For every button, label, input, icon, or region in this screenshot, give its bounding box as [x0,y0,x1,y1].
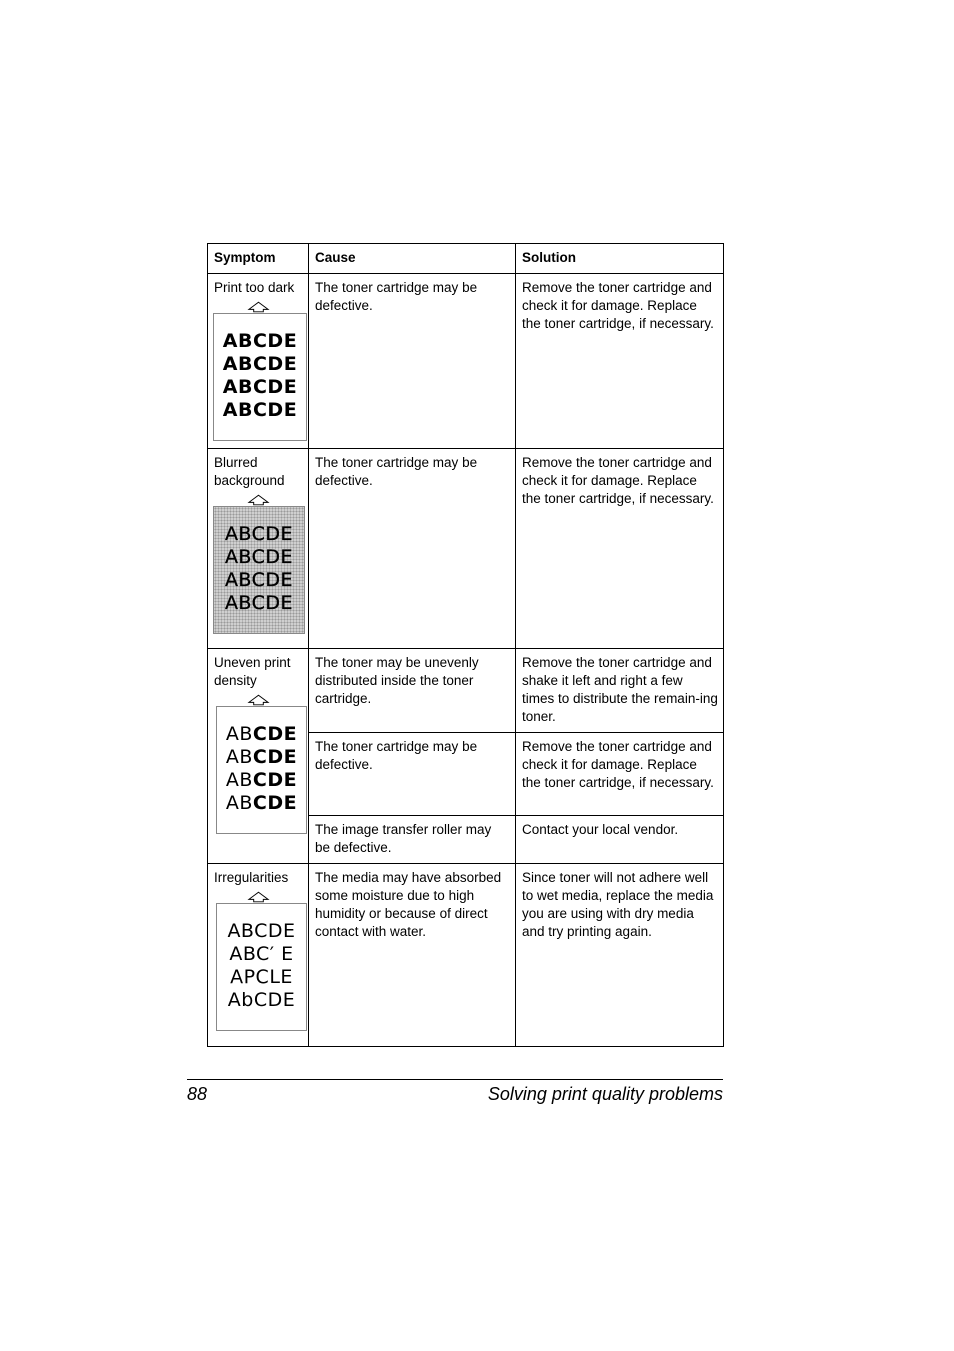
symptom-cell [208,449,309,649]
sample-line: ABCDE [224,592,294,614]
cause-cell: The toner cartridge may be defective. [309,449,516,649]
paper-feed-arrow-icon [214,694,303,706]
print-sample [214,494,303,634]
symptom-label: Irregularities [214,870,289,885]
sample-line: ABCDE [222,353,298,375]
sample-line: ABCDE [227,920,296,942]
header-cause: Cause [309,244,516,274]
paper-feed-arrow-icon [214,891,303,903]
solution-cell: Remove the toner cartridge and check it for damage. Replace the toner cartridge, if necessary. [516,449,724,649]
print-sample [214,891,303,1031]
bold-part: CDE [252,746,298,768]
sample-line: ABCDE [224,523,294,545]
print-sample [214,301,303,441]
solution-cell: Remove the toner cartridge and check it for damage. Replace the toner cartridge, if necessary. [516,274,724,449]
sample-line [217,792,306,815]
blurred-print-sample [213,506,305,634]
sample-line: ABC′ E [229,943,294,965]
troubleshooting-table [207,243,724,1047]
symptom-label: Blurred background [214,455,285,488]
footer-divider [187,1079,723,1080]
sample-line [217,746,306,769]
cause-cell: The toner cartridge may be defective. [309,733,516,816]
table-header-row [208,244,724,274]
sample-line [217,769,306,792]
table-row [208,649,724,733]
sample-line: ΑΡϹLE [230,966,293,988]
cause-cell: The media may have absorbed some moisture due to high humidity or because of direct contact with water. [309,864,516,1047]
header-solution: Solution [516,244,724,274]
table-row [208,864,724,1047]
light-part: AB [225,723,253,745]
cause-cell: The image transfer roller may be defective. [309,816,516,864]
symptom-label: Print too dark [214,280,295,295]
bold-part: CDE [252,723,298,745]
symptom-cell [208,649,309,864]
paper-feed-arrow-icon [214,301,303,313]
section-title: Solving print quality problems [487,1084,723,1104]
sample-line: ABCDE [222,330,298,352]
page-number: 88 [187,1084,208,1104]
sample-line: ABCDE [222,399,298,421]
bold-part: CDE [252,792,298,814]
sample-line: ABCDE [224,569,294,591]
symptom-label: Uneven print density [214,655,291,688]
light-part: AB [225,746,253,768]
sample-line [217,723,306,746]
cause-cell: The toner cartridge may be defective. [309,274,516,449]
bold-part: CDE [252,769,298,791]
table-row [208,449,724,649]
header-symptom: Symptom [208,244,309,274]
symptom-cell [208,274,309,449]
solution-cell: Remove the toner cartridge and check it for damage. Replace the toner cartridge, if necessary. [516,733,724,816]
uneven-print-sample [216,706,307,834]
paper-feed-arrow-icon [214,494,303,506]
irregular-print-sample [216,903,307,1031]
solution-cell: Contact your local vendor. [516,816,724,864]
sample-line: AbCDE [227,989,296,1011]
print-sample [214,694,303,834]
sample-line: ABCDE [222,376,298,398]
cause-cell: The toner may be unevenly distributed inside the toner cartridge. [309,649,516,733]
light-part: AB [225,769,253,791]
light-part: AB [225,792,253,814]
solution-cell: Since toner will not adhere well to wet media, replace the media you are using with dry media and try printing again. [516,864,724,1047]
solution-cell: Remove the toner cartridge and shake it left and right a few times to distribute the remain-ing toner. [516,649,724,733]
table-row [208,274,724,449]
dark-print-sample [213,313,307,441]
sample-line: ABCDE [224,546,294,568]
symptom-cell [208,864,309,1047]
